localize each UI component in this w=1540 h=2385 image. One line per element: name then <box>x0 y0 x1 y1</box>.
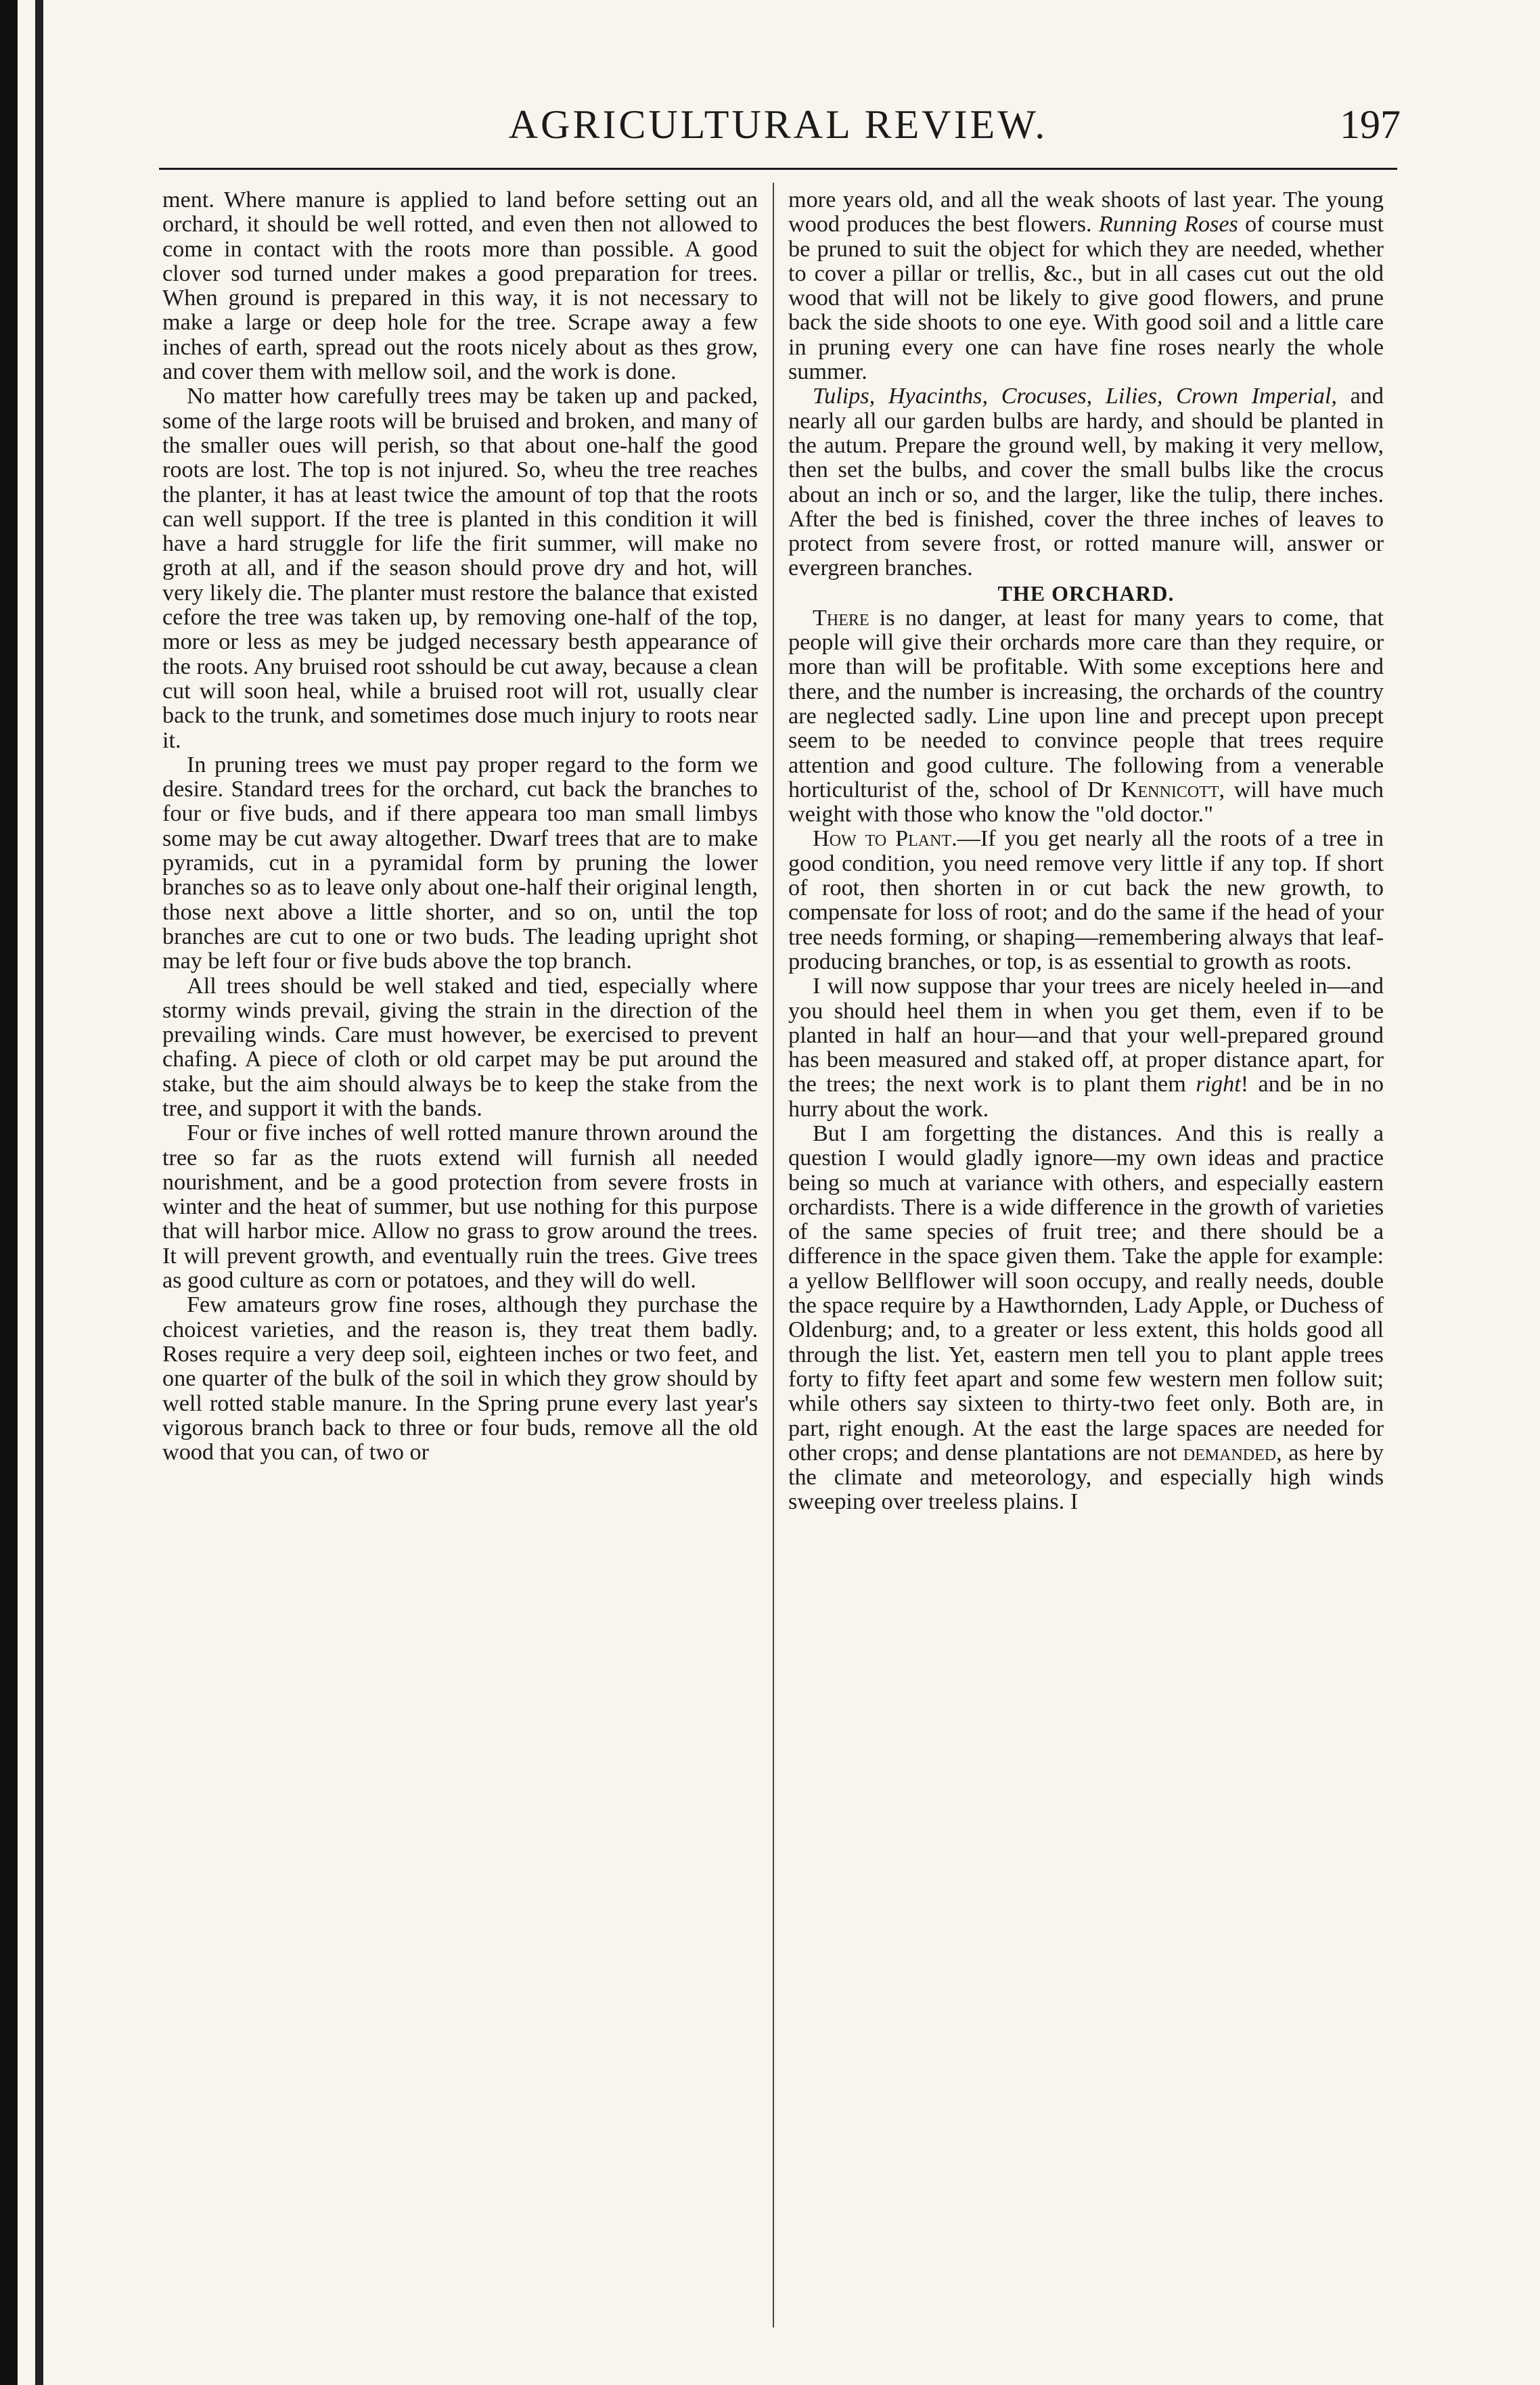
header-rule <box>159 168 1397 170</box>
text-run: , will have much weight with those who know the "old doctor." <box>788 777 1384 827</box>
person-name: Kennicott <box>1120 777 1219 802</box>
page-number: 197 <box>1340 102 1401 147</box>
run-in-heading: How to Plant. <box>813 826 957 852</box>
italic-text: right <box>1196 1072 1241 1097</box>
text-run: more years old, and all the weak shoots of last year. The young wood produces the best flowers. <box>788 187 1384 237</box>
paragraph: In pruning trees we must pay proper regard to the form we desire. Standard trees for the orchard, cut back the branches to four or five buds, and if there appeara too man small limbys some may be cut away altogether. Dwarf trees that are to make pyramids, cut in a pyramidal form by pruning the lower branches so as to leave only about one-half their original length, those next above a little shorter, and so on, until the top branches are cut to one or two buds. The leading upright shot may be left four or five buds above the top branch. <box>162 752 758 974</box>
emphasized-text: demanded <box>1183 1440 1277 1466</box>
left-column <box>162 188 758 1465</box>
paragraph <box>788 974 1384 1122</box>
page-header <box>156 101 1401 156</box>
text-run: I will now suppose thar your trees are nicely heeled in—and you should heel them in when you get them, even if to be planted in half an hour—and that your well-prepared ground has been measured and staked off, at proper distance apart, for the trees; the next work is to plant them <box>788 974 1384 1097</box>
text-run: —If you get nearly all the roots of a tree in good condition, you need remove very little if any top. If short of root, then shorten in or cut back the new growth, to compensate for loss of root; and do the same if the head of your tree needs forming, or shaping—remembering always that leaf-producing branches, or top, is as essential to growth as roots. <box>788 826 1384 974</box>
text-run: But I am forgetting the distances. And this is really a question I would gladly ignore—my own ideas and practice being so much at variance with others, and especially eastern orchardists. There is a wide difference in the growth of varieties of the same species of fruit tree; and there should be a difference in the space given them. Take the apple for example: a yellow Bellflower will soon occupy, and really needs, double the space require by a Hawthornden, Lady Apple, or Duchess of Oldenburg; and, to a greater or less extent, this holds good all through the list. Yet, eastern men tell you to plant apple trees forty to fifty feet apart and some few western men follow suit; while others say sixteen to thirty-two feet only. Both are, in part, right enough. At the east the large spaces are needed for other crops; and dense plantations are not <box>788 1120 1384 1466</box>
paragraph: All trees should be well staked and tied, especially where stormy winds prevail, giving the strain in the direction of the prevailing winds. Care must however, be exercised to prevent chafing. A piece of cloth or old carpet may be put around the stake, but the aim should always be to keep the stake from the tree, and support it with the bands. <box>162 973 758 1121</box>
text-run: is no danger, at least for many years to come, that people will give their orchards more care than they require, or more than will be profitable. With some exceptions here and there, and the number is increasing, the orchards of the country are neglected sadly. Line upon line and precept upon precept seem to be needed to convince people that trees require attention and good culture. The following from a venerable horticulturist of the, school of Dr <box>788 605 1384 802</box>
text-run: and nearly all our garden bulbs are hardy, and should be planted in the autum. Prepare the ground well, by making it very mellow, then set the bulbs, and cover the small bulbs like the crocus about an inch or so, and the larger, like the tulip, there inches. After the bed is finished, cover the three inches of leaves to protect from severe frost, or rotted manure will, answer or evergreen branches. <box>788 384 1384 581</box>
paragraph <box>788 1122 1384 1515</box>
italic-text: Running Roses <box>1098 212 1238 237</box>
section-heading: THE ORCHARD. <box>997 581 1175 606</box>
italic-text: Tulips, Hyacinths, Crocuses, Lilies, Crown Imperial, <box>813 384 1337 409</box>
text-run: ! and be in no hurry about the work. <box>788 1072 1384 1122</box>
column-divider <box>773 183 774 2327</box>
text-run: of course must be pruned to suit the object for which they are needed, whether to cover a pillar or trellis, &c., but in all cases cut out the old wood that will not be likely to give good flowers, and prune back the side shoots to one eye. With good soil and a little care in pruning every one can have fine roses nearly the whole summer. <box>788 212 1384 385</box>
text-run: , as here by the climate and meteorology, and especially high winds sweeping over treeless plains. I <box>788 1440 1384 1515</box>
lead-word: There <box>813 605 869 631</box>
paragraph: Four or five inches of well rotted manure thrown around the tree so far as the ruots extend will furnish all needed nourishment, and be a good protection from severe frosts in winter and the heat of summer, but use nothing for this purpose that will harbor mice. Allow no grass to grow around the trees. It will prevent growth, and eventually ruin the trees. Give trees as good culture as corn or potatoes, and they will do well. <box>162 1120 758 1294</box>
running-head: AGRICULTURAL REVIEW. <box>508 102 1048 147</box>
paragraph <box>788 384 1384 581</box>
paragraph: No matter how carefully trees may be taken up and packed, some of the large roots will be bruised and broken, and many of the smaller oues will perish, so that about one-half the good roots are lost. The top is not injured. So, wheu the tree reaches the planter, it has at least twice the amount of top that the roots can well support. If the tree is planted in this condition it will have a hard struggle for life the firit summer, will make no groth at all, and if the season should prove dry and hot, will very likely die. The planter must restore the balance that existed cefore the tree was taken up, by removing one-half of the top, more or less as mey be judged necessary besth appearance of the roots. Any bruised root sshould be cut away, because a clean cut will soon heal, while a bruised root will rot, usually clear back to the trunk, and sometimes dose much injury to roots near it. <box>162 384 758 753</box>
paragraph: Few amateurs grow fine roses, although they purchase the choicest varieties, and the reason is, they treat them badly. Roses require a very deep soil, eighteen inches or two feet, and one quarter of the bulk of the soil in which they grow should by well rotted stable manure. In the Spring prune every last year's vigorous branch back to three or four buds, remove all the old wood that you can, of two or <box>162 1292 758 1466</box>
paragraph: ment. Where manure is applied to land before setting out an orchard, it should be well rotted, and even then not allowed to come in contact with the roots more than possible. A good clover sod turned under makes a good preparation for trees. When ground is prepared in this way, it is not necessary to make a large or deep hole for the tree. Scrape away a few inches of earth, spread out the roots nicely about as thes grow, and cover them with mellow soil, and the work is done. <box>162 187 758 385</box>
right-column <box>788 188 1384 1515</box>
paragraph <box>788 188 1384 384</box>
binding-edge <box>0 0 18 2385</box>
paragraph <box>788 606 1384 827</box>
paragraph <box>788 827 1384 974</box>
binding-shadow <box>35 0 43 2385</box>
